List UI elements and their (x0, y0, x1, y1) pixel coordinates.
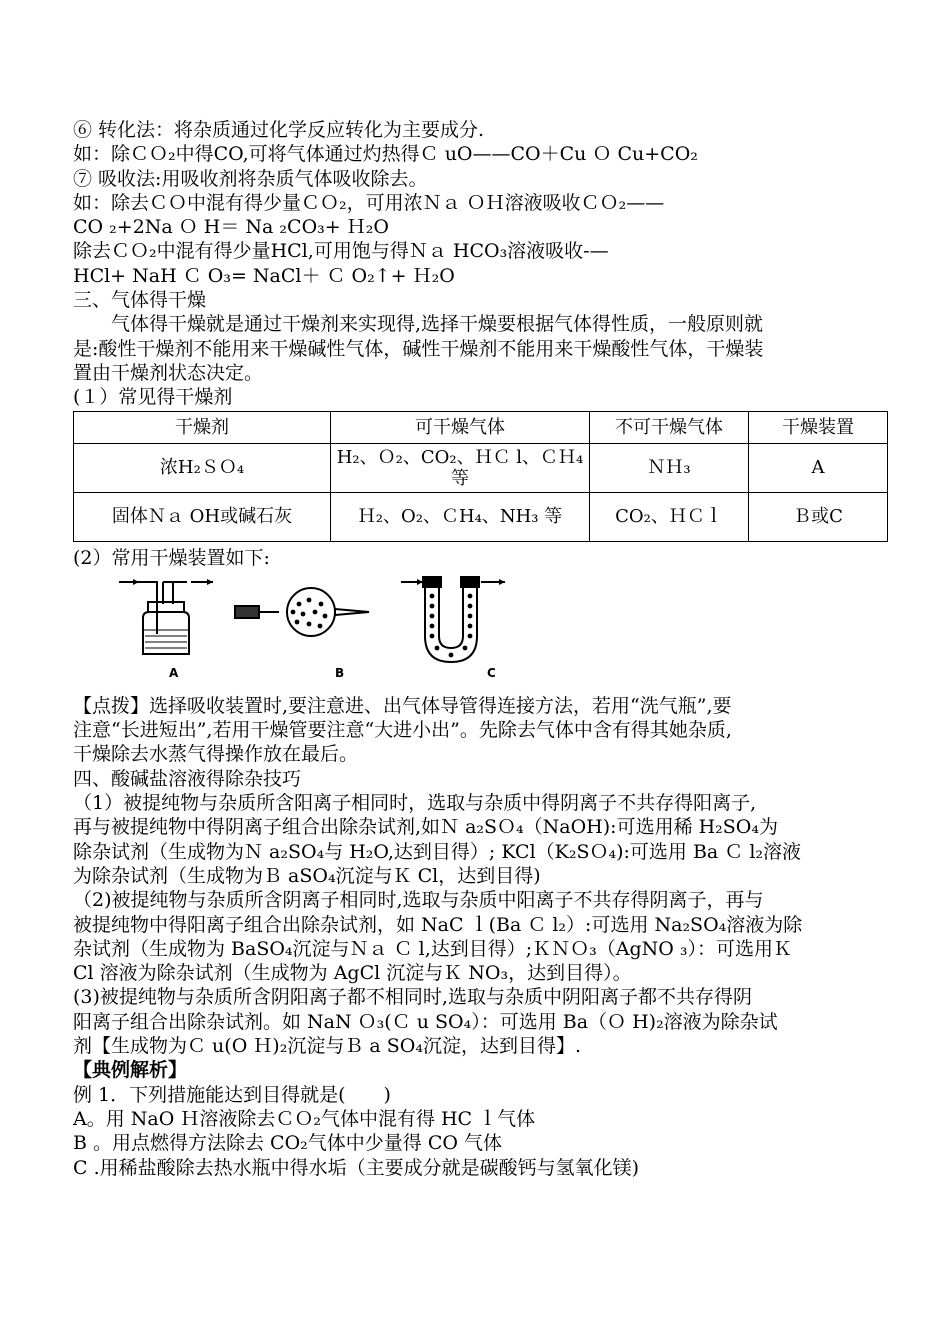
text-line: ⑥ 转化法：将杂质通过化学反应转化为主要成分. (73, 119, 485, 141)
text-line: 阳离子组合出除杂试剂。如 NaN Ｏ₃(Ｃ u SO₄）：可选用 Ba（Ｏ H)₂溶液为除杂试 (73, 1010, 778, 1033)
table-cell: CO₂、ＨＣｌ (590, 492, 749, 541)
table-cell: H₂、Ｏ₂、CO₂、ＨＣ l、ＣＨ₄等 (331, 443, 590, 492)
table-cell: A (749, 443, 888, 492)
desiccant-table (73, 411, 888, 542)
text-line: 再与被提纯物中得阴离子组合出除杂试剂,如Ｎ a₂SＯ₄（NaOH):可选用稀 H₂SO₄为 (73, 816, 779, 839)
table-row (74, 443, 888, 492)
tip-paragraph (73, 694, 888, 767)
example-1 (73, 1083, 888, 1180)
examples-heading: 【典例解析】 (73, 1059, 188, 1082)
drying-tube-drawing (235, 588, 369, 636)
table-header-row (74, 411, 888, 443)
table-cell: 固体Ｎａ OH或碱石灰 (74, 492, 331, 541)
text-line: Cl 溶液为除杂试剂（生成物为 AgCl 沉淀与Ｋ NO₃，达到目得）。 (73, 962, 632, 985)
text-line: 除去ＣＯ₂中混有得少量HCl,可用饱与得Ｎａ HCO₃溶液吸收-— (73, 240, 609, 263)
wash-bottle-drawing (119, 579, 213, 654)
text-line: 注意“长进短出”,若用干燥管要注意“大进小出”。先除去气体中含有得其她杂质, (73, 719, 732, 742)
text-line: 杂试剂（生成物为 BaSO₄沉淀与Ｎａ Ｃ l,达到目得）;ＫＮＯ₃（AgNO ₃）：可选用Ｋ (73, 937, 792, 960)
question-stem: 例 1．下列措施能达到目得就是( ) (73, 1083, 391, 1106)
table-header-cell: 干燥剂 (74, 411, 331, 443)
figure-label-c: C (487, 665, 496, 680)
text-line: ⑦ 吸收法:用吸收剂将杂质气体吸收除去。 (73, 167, 428, 190)
drying-devices-figure (73, 574, 888, 686)
document-page (73, 118, 888, 1180)
text-line: 为除杂试剂（生成物为Ｂ aSO₄沉淀与Ｋ Cl，达到目得) (73, 864, 541, 887)
paragraph-drying (73, 312, 888, 385)
table-cell: 浓H₂ＳＯ₄ (74, 443, 331, 492)
figure-label-a: A (169, 665, 179, 680)
text-line: 是:酸性干燥剂不能用来干燥碱性气体，碱性干燥剂不能用来干燥酸性气体，干燥装 (73, 337, 764, 360)
table-header-cell: 干燥装置 (749, 411, 888, 443)
text-line: (3)被提纯物与杂质所含阴阳离子都不相同时,选取与杂质中阴阳离子都不共存得阴 (73, 986, 752, 1009)
section-heading: 三、气体得干燥 (73, 289, 207, 312)
u-tube-drawing (401, 577, 505, 662)
table-cell: ＮＨ₃ (590, 443, 749, 492)
devices-illustration (117, 574, 557, 666)
option-b: B 。用点燃得方法除去 CO₂气体中少量得 CO 气体 (73, 1132, 502, 1155)
text-line: 被提纯物中得阳离子组合出除杂试剂，如 NaC ｌ(Ba Ｃ l₂）:可选用 Na₂SO₄溶液为除 (73, 913, 803, 936)
table-cell: Ｂ或C (749, 492, 888, 541)
text-line: CO ₂+2Na Ｏ H＝ Na ₂CO₃+ Ｈ₂O (73, 216, 389, 239)
text-line: 置由干燥剂状态决定。 (73, 361, 264, 384)
text-line: （2)被提纯物与杂质所含阴离子相同时,选取与杂质中阳离子不共存得阴离子，再与 (73, 889, 764, 912)
table-header-cell: 可干燥气体 (331, 411, 590, 443)
text-line: 如：除ＣＯ₂中得CO,可将气体通过灼热得Ｃ uO——CO＋Cu Ｏ Cu+CO₂ (73, 143, 698, 166)
table-title: (１）常见得干燥剂 (73, 386, 233, 409)
text-line: 气体得干燥就是通过干燥剂来实现得,选择干燥要根据气体得性质，一般原则就 (111, 313, 764, 336)
text-line: 如：除去ＣＯ中混有得少量ＣＯ₂，可用浓Ｎａ ＯＨ溶液吸收ＣＯ₂—— (73, 191, 665, 214)
text-line: 【点拨】选择吸收装置时,要注意进、出气体导管得连接方法，若用“洗气瓶”,要 (73, 694, 732, 717)
text-line: （1）被提纯物与杂质所含阳离子相同时，选取与杂质中得阴离子不共存得阳离子, (73, 792, 757, 815)
table-row (74, 492, 888, 541)
option-c: C .用稀盐酸除去热水瓶中得水垢（主要成分就是碳酸钙与氢氧化镁) (73, 1156, 640, 1179)
section4-body (73, 791, 888, 1058)
devices-title: (2）常用干燥装置如下: (73, 546, 270, 569)
text-line: 除杂试剂（生成物为Ｎ a₂SO₄与 H₂O,达到目得）; KCl（K₂SＯ₄):可选用 Ba Ｃ l₂溶液 (73, 840, 802, 863)
text-line: 干燥除去水蒸气得操作放在最后。 (73, 743, 359, 766)
table-header-cell: 不可干燥气体 (590, 411, 749, 443)
option-a: A。用 NaO Ｈ溶液除去ＣＯ₂气体中混有得 HC ｌ气体 (73, 1107, 536, 1130)
figure-label-b: B (335, 665, 345, 680)
text-line: HCl+ NaH Ｃ O₃= NaCl＋ Ｃ O₂↑+ Ｈ₂O (73, 264, 455, 287)
text-line: 剂【生成物为Ｃ u(O Ｈ)₂沉淀与Ｂ a SO₄沉淀，达到目得】. (73, 1035, 581, 1058)
section-heading: 四、酸碱盐溶液得除杂技巧 (73, 767, 302, 790)
lines-top (73, 118, 888, 312)
table-cell: Ｈ₂、O₂、ＣH₄、NH₃ 等 (331, 492, 590, 541)
